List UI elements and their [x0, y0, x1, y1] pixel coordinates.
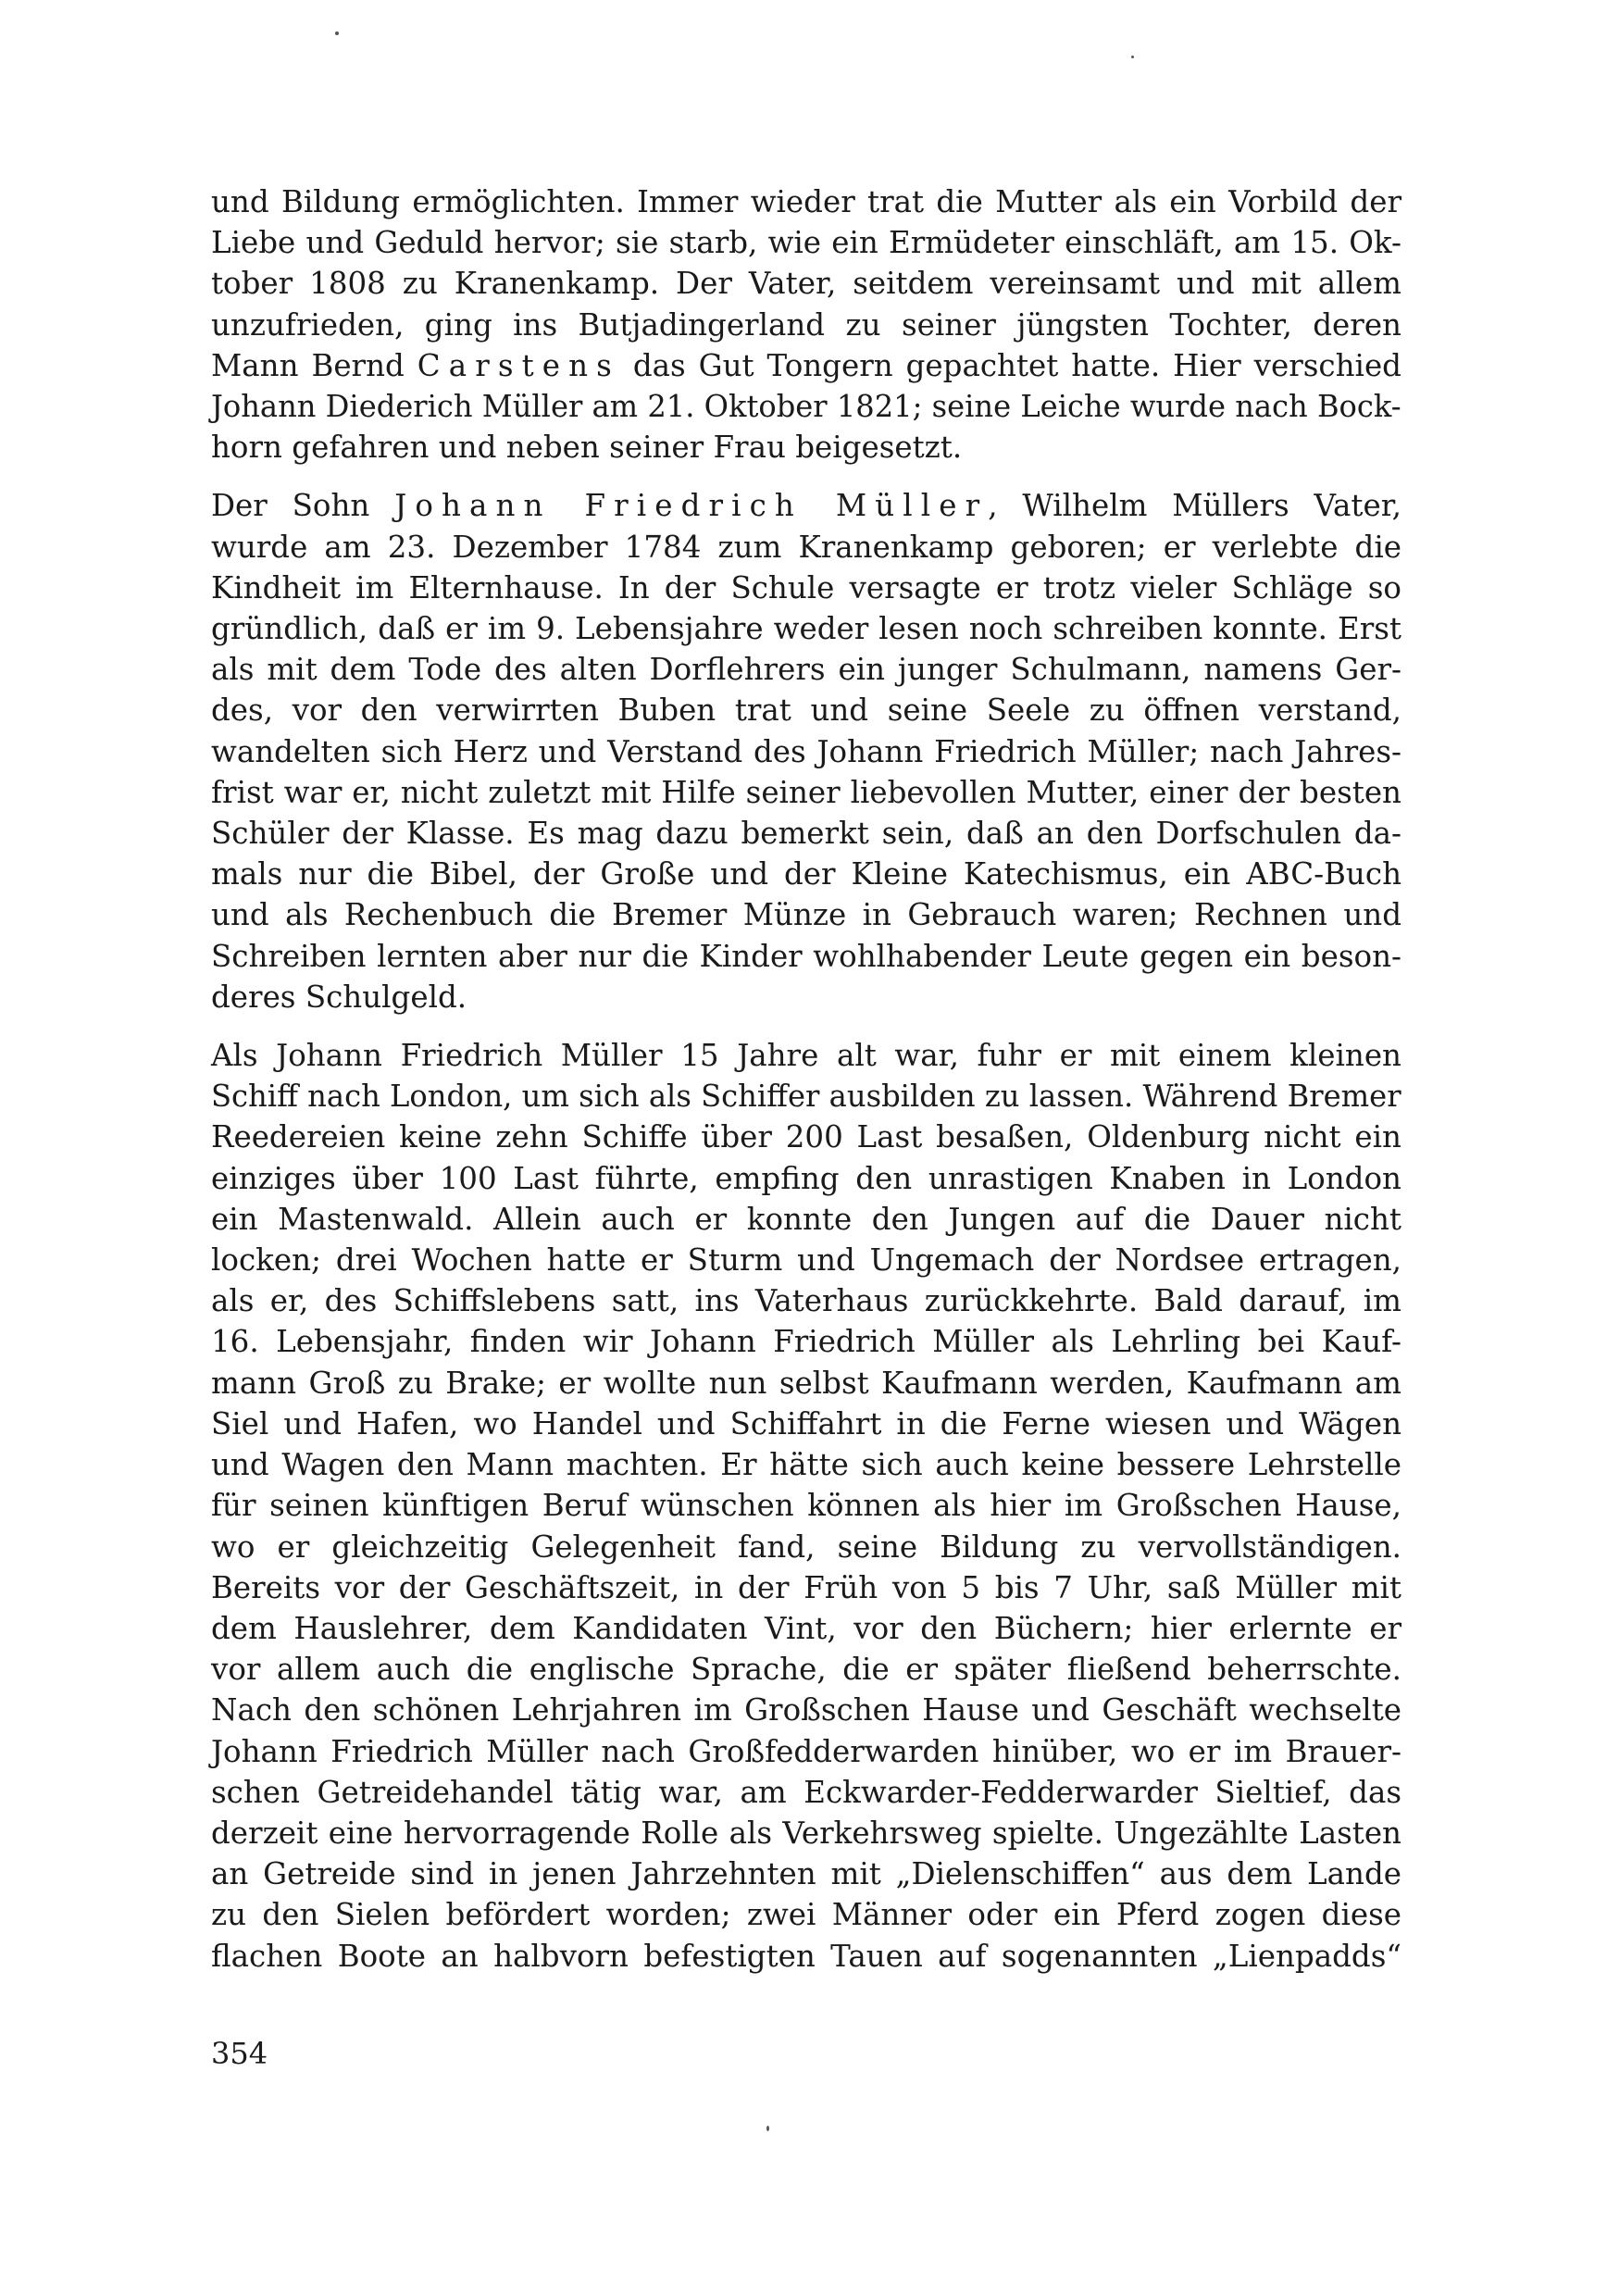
text-line: und Wagen den Mann machten. Er hätte sich auch keine bessere Lehrstelle — [211, 1447, 1401, 1483]
text-line: tober 1808 zu Kranenkamp. Der Vater, seitdem vereinsamt und mit allem — [211, 266, 1401, 302]
text-line: als er, des Schiffslebens satt, ins Vaterhaus zurückkehrte. Bald darauf, im — [211, 1283, 1401, 1319]
text-line: mann Groß zu Brake; er wollte nun selbst Kaufmann werden, Kaufmann am — [211, 1365, 1401, 1401]
scan-speck — [1131, 56, 1134, 58]
text-line: Schiff nach London, um sich als Schiffer ausbilden zu lassen. Während Bremer — [211, 1079, 1401, 1115]
text-line: locken; drei Wochen hatte er Sturm und Ungemach der Nordsee ertragen, — [211, 1242, 1401, 1279]
text-line: wo er gleichzeitig Gelegenheit fand, seine Bildung zu vervollständigen. — [211, 1529, 1401, 1565]
paragraph — [211, 1035, 1401, 1977]
text-line: dem Hauslehrer, dem Kandidaten Vint, vor den Büchern; hier erlernte er — [211, 1610, 1401, 1646]
text-line: frist war er, nicht zuletzt mit Hilfe seiner liebevollen Mutter, einer der besten — [211, 774, 1401, 810]
text-line: zu den Sielen befördert worden; zwei Männer oder ein Pferd zogen diese — [211, 1897, 1401, 1933]
text-line: Der Sohn Johann Friedrich Müller, Wilhelm Müllers Vater, — [211, 488, 1401, 524]
scan-speck — [335, 31, 339, 35]
text-line: deres Schulgeld. — [211, 979, 467, 1015]
text-line: einziges über 100 Last führte, empfing den unrastigen Knaben in London — [211, 1160, 1401, 1196]
text-line: Schreiben lernten aber nur die Kinder wohlhabender Leute gegen ein beson- — [211, 938, 1401, 974]
page-number: 354 — [211, 2036, 268, 2071]
text-line: 16. Lebensjahr, finden wir Johann Friedrich Müller als Lehrling bei Kauf- — [211, 1324, 1401, 1360]
text-line: und Bildung ermöglichten. Immer wieder trat die Mutter als ein Vorbild der — [211, 184, 1401, 219]
text-line: Liebe und Geduld hervor; sie starb, wie ein Ermüdeter einschläft, am 15. Ok- — [211, 225, 1401, 261]
text-line: Johann Friedrich Müller nach Großfedderwarden hinüber, wo er im Brauer- — [211, 1733, 1401, 1769]
text-line: schen Getreidehandel tätig war, am Eckwarder-Fedderwarder Sieltief, das — [211, 1774, 1401, 1810]
paragraph — [211, 485, 1401, 1017]
text-line: Reedereien keine zehn Schiffe über 200 Last besaßen, Oldenburg nicht ein — [211, 1119, 1401, 1155]
text-line: Als Johann Friedrich Müller 15 Jahre alt war, fuhr er mit einem kleinen — [211, 1038, 1401, 1074]
text-line: vor allem auch die englische Sprache, die er später fließend beherrschte. — [211, 1652, 1401, 1688]
paragraph — [211, 181, 1401, 468]
text-line: des, vor den verwirrten Buben trat und seine Seele zu öffnen verstand, — [211, 693, 1401, 729]
text-line: flachen Boote an halbvorn befestigten Tauen auf sogenannten „Lienpadds“ — [211, 1938, 1401, 1974]
text-line: als mit dem Tode des alten Dorflehrers ein junger Schulmann, namens Ger- — [211, 652, 1401, 688]
text-line: für seinen künftigen Beruf wünschen können als hier im Großschen Hause, — [211, 1488, 1401, 1524]
text-line: derzeit eine hervorragende Rolle als Verkehrsweg spielte. Ungezählte Lasten — [211, 1815, 1401, 1851]
text-line: horn gefahren und neben seiner Frau beigesetzt. — [211, 430, 963, 466]
text-line: Nach den schönen Lehrjahren im Großschen Hause und Geschäft wechselte — [211, 1692, 1401, 1728]
scan-speck — [766, 2126, 769, 2131]
text-line: wandelten sich Herz und Verstand des Johann Friedrich Müller; nach Jahres- — [211, 733, 1401, 769]
text-line: Mann Bernd Carstens das Gut Tongern gepachtet hatte. Hier verschied — [211, 347, 1401, 383]
text-line: gründlich, daß er im 9. Lebensjahre weder lesen noch schreiben konnte. Erst — [211, 611, 1401, 647]
text-line: mals nur die Bibel, der Große und der Kleine Katechismus, ein ABC-Buch — [211, 856, 1401, 892]
text-line: wurde am 23. Dezember 1784 zum Kranenkamp geboren; er verlebte die — [211, 529, 1401, 565]
body-text — [211, 181, 1401, 1994]
text-line: Siel und Hafen, wo Handel und Schiffahrt in die Ferne wiesen und Wägen — [211, 1405, 1401, 1441]
text-line: und als Rechenbuch die Bremer Münze in Gebrauch waren; Rechnen und — [211, 897, 1401, 933]
text-line: unzufrieden, ging ins Butjadingerland zu seiner jüngsten Tochter, deren — [211, 306, 1401, 343]
text-line: ein Mastenwald. Allein auch er konnte den Jungen auf die Dauer nicht — [211, 1201, 1401, 1237]
text-line: an Getreide sind in jenen Jahrzehnten mit „Dielenschiffen“ aus dem Lande — [211, 1856, 1401, 1892]
text-line: Johann Diederich Müller am 21. Oktober 1821; seine Leiche wurde nach Bock- — [211, 389, 1401, 425]
text-line: Bereits vor der Geschäftszeit, in der Früh von 5 bis 7 Uhr, saß Müller mit — [211, 1569, 1401, 1605]
text-line: Schüler der Klasse. Es mag dazu bemerkt sein, daß an den Dorfschulen da- — [211, 816, 1401, 852]
text-line: Kindheit im Elternhause. In der Schule versagte er trotz vieler Schläge so — [211, 569, 1401, 605]
